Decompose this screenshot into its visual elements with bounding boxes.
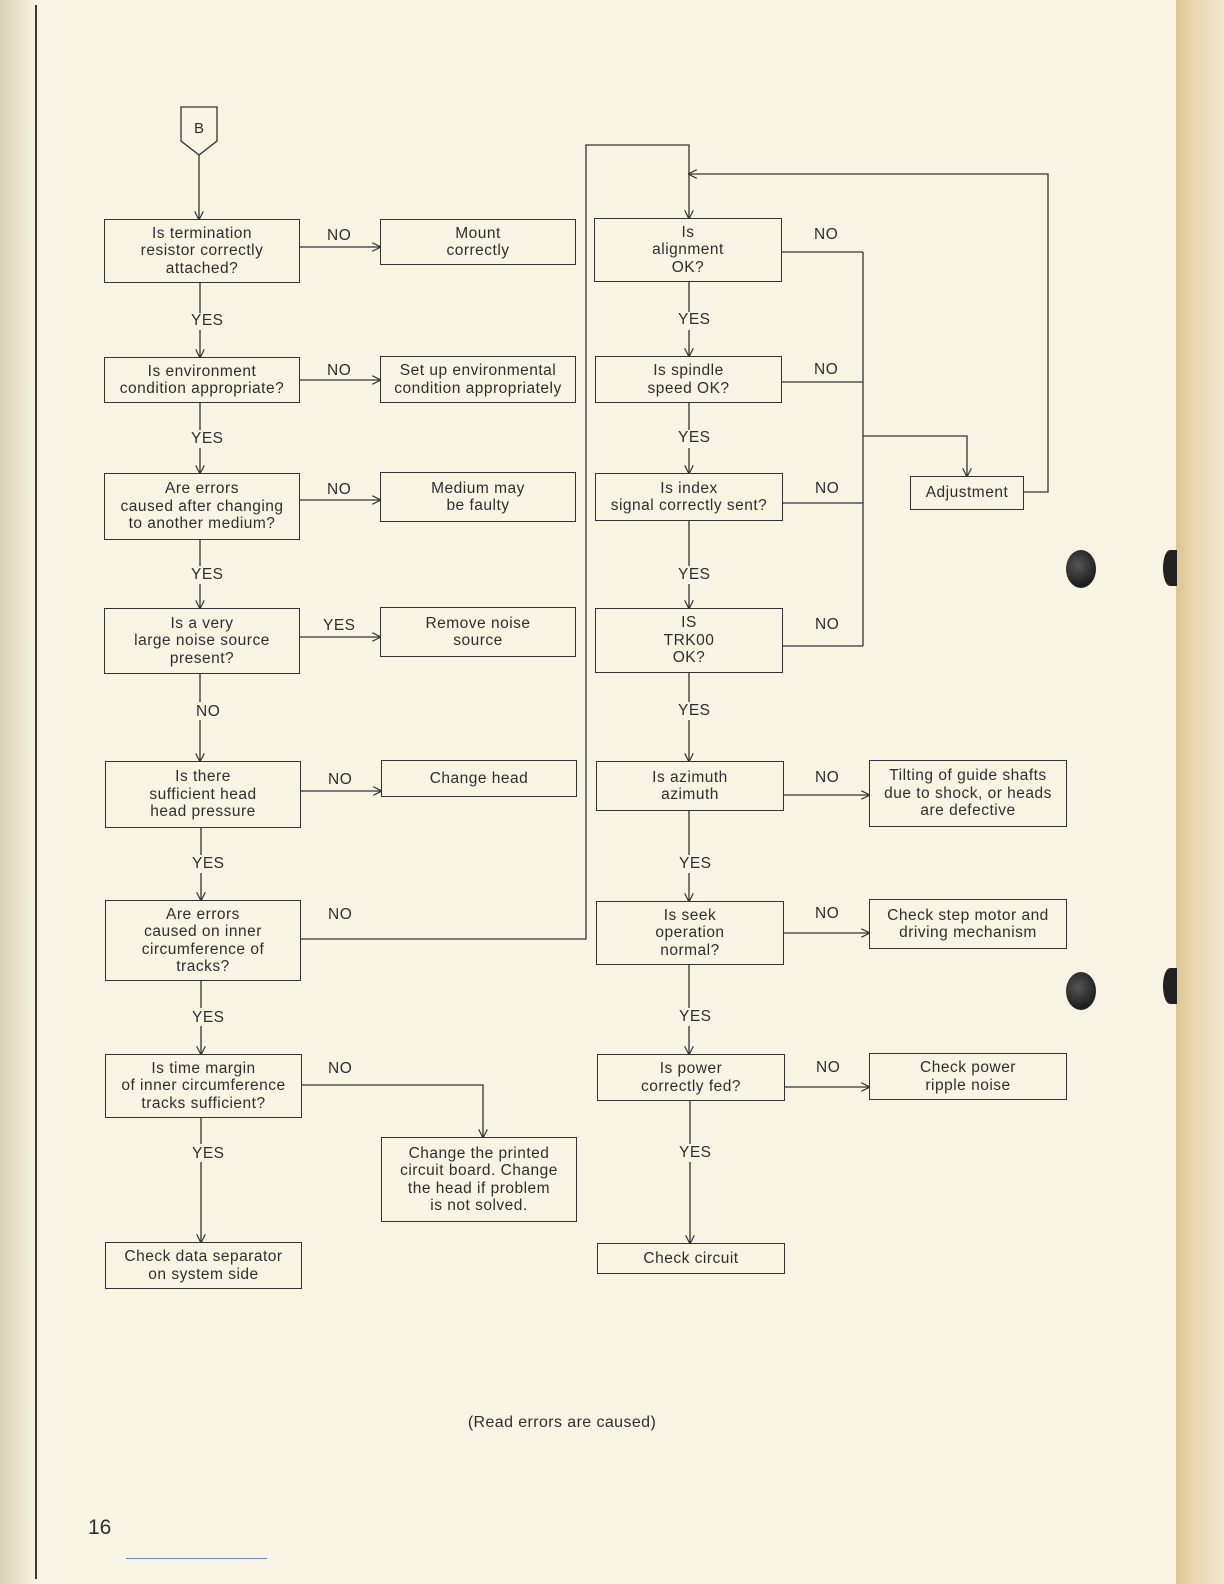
branch-label-no: NO <box>328 1060 353 1077</box>
action-remove-noise-source: Remove noise source <box>380 607 576 657</box>
action-medium-faulty: Medium may be faulty <box>380 472 576 522</box>
branch-label-no: NO <box>815 769 840 786</box>
decision-environment-condition: Is environment condition appropriate? <box>104 357 300 403</box>
action-change-circuit-board: Change the printed circuit board. Change the head if problem is not solved. <box>381 1137 577 1222</box>
decision-time-margin: Is time margin of inner circumference tracks sufficient? <box>105 1054 302 1118</box>
decision-inner-circumference-errors: Are errors caused on inner circumference of tracks? <box>105 900 301 981</box>
branch-label-no: NO <box>815 480 840 497</box>
decision-trk00: IS TRK00 OK? <box>595 608 783 673</box>
action-change-head: Change head <box>381 760 577 797</box>
branch-label-no: NO <box>327 481 352 498</box>
branch-label-yes: YES <box>323 617 356 634</box>
action-mount-correctly: Mount correctly <box>380 219 576 265</box>
flow-label-yes: YES <box>192 1145 225 1162</box>
decision-index-signal: Is index signal correctly sent? <box>595 473 783 521</box>
adjustment-feed-line <box>863 436 967 476</box>
terminal-check-data-separator: Check data separator on system side <box>105 1242 302 1289</box>
decision-noise-source: Is a very large noise source present? <box>104 608 300 674</box>
branch-label-no: NO <box>816 1059 841 1076</box>
branch-label-no: NO <box>327 362 352 379</box>
branch-label-no: NO <box>328 906 353 923</box>
branch-label-no: NO <box>814 226 839 243</box>
decision-errors-after-medium-change: Are errors caused after changing to another medium? <box>104 473 300 540</box>
action-check-step-motor: Check step motor and driving mechanism <box>869 899 1067 949</box>
flow-label-yes: YES <box>191 430 224 447</box>
branch-label-no: NO <box>815 905 840 922</box>
connector-b-label: B <box>193 120 204 137</box>
flow-label-yes: YES <box>679 1144 712 1161</box>
flow-label-yes: YES <box>191 566 224 583</box>
action-set-up-environment: Set up environmental condition appropriately <box>380 356 576 403</box>
action-check-power-ripple: Check power ripple noise <box>869 1053 1067 1100</box>
branch-label-no: NO <box>814 361 839 378</box>
branch-label-no: NO <box>815 616 840 633</box>
branch-label-no: NO <box>327 227 352 244</box>
flow-label-yes: YES <box>679 855 712 872</box>
flow-label-yes: YES <box>678 429 711 446</box>
decision-alignment: Is alignment OK? <box>594 218 782 282</box>
footer-rule <box>126 1558 267 1559</box>
terminal-check-circuit: Check circuit <box>597 1243 785 1274</box>
flow-label-yes: YES <box>678 702 711 719</box>
decision-termination-resistor: Is termination resistor correctly attached? <box>104 219 300 283</box>
flow-label-yes: YES <box>191 312 224 329</box>
decision-seek-operation: Is seek operation normal? <box>596 901 784 965</box>
page-number: 16 <box>88 1516 112 1539</box>
action-adjustment: Adjustment <box>910 476 1024 510</box>
branch-arrow <box>301 1085 483 1137</box>
action-tilting-guide-shafts: Tilting of guide shafts due to shock, or heads are defective <box>869 760 1067 827</box>
branch-label-no: NO <box>328 771 353 788</box>
flow-label-yes: YES <box>678 566 711 583</box>
decision-azimuth: Is azimuth azimuth <box>596 761 784 811</box>
flowchart-caption: (Read errors are caused) <box>467 1414 657 1431</box>
flow-label-yes: YES <box>192 855 225 872</box>
flow-label-no: NO <box>196 703 221 720</box>
flow-label-yes: YES <box>679 1008 712 1025</box>
decision-power-feed: Is power correctly fed? <box>597 1054 785 1101</box>
decision-head-pressure: Is there sufficient head head pressure <box>105 761 301 828</box>
decision-spindle-speed: Is spindle speed OK? <box>595 356 782 403</box>
flow-label-yes: YES <box>192 1009 225 1026</box>
flow-label-yes: YES <box>678 311 711 328</box>
